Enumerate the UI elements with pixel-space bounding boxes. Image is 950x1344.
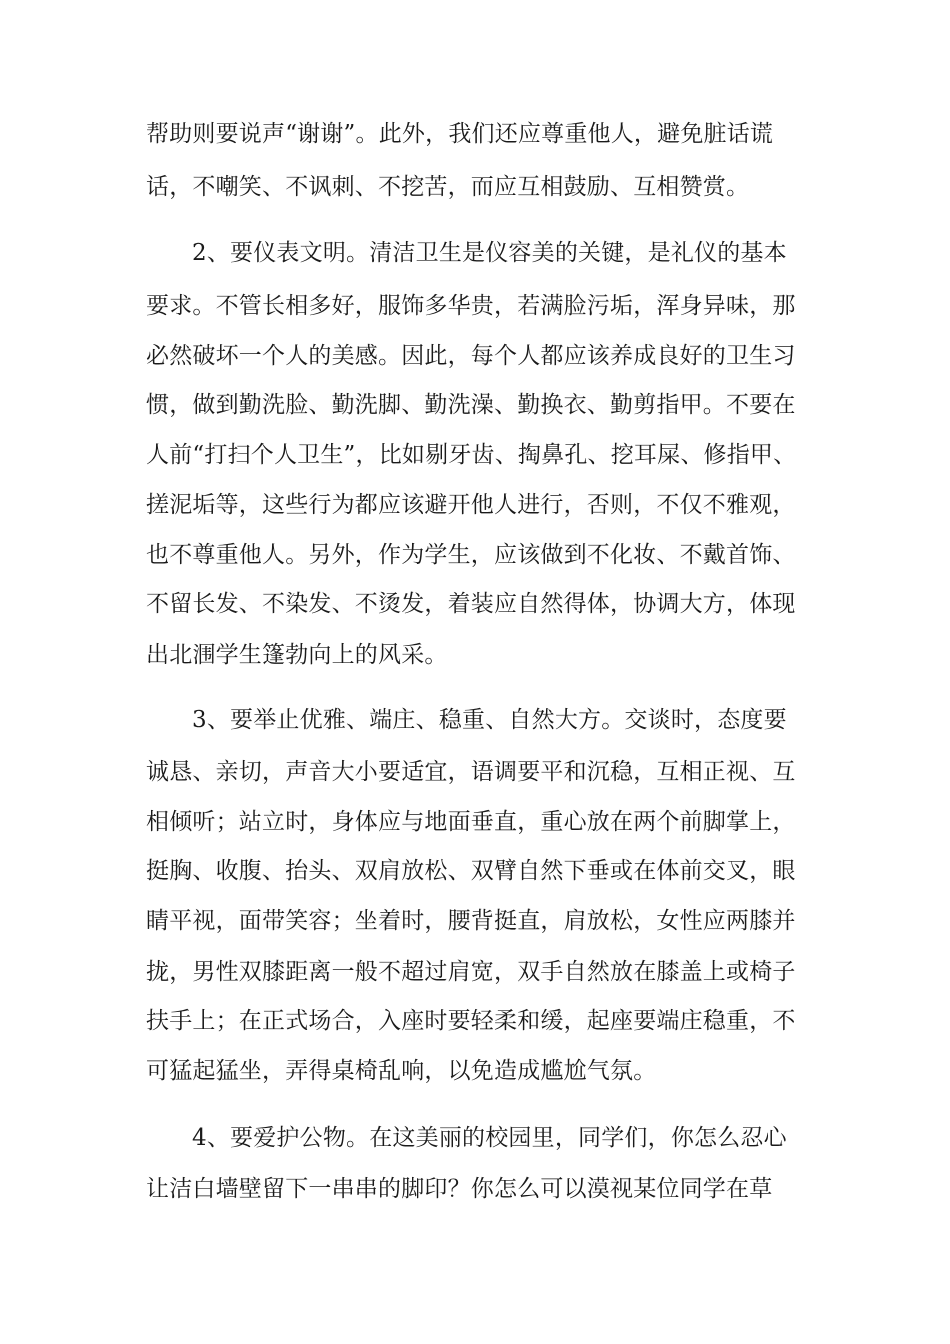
text-line: 可猛起猛坐，弄得桌椅乱响，以免造成尴尬气氛。 — [146, 1058, 657, 1084]
paragraph-first-line: 3、要举止优雅、端庄、稳重、自然大方。交谈时，态度要 — [192, 707, 787, 733]
text-line: 挺胸、收腹、抬头、双肩放松、双臂自然下垂或在体前交叉，眼 — [146, 858, 796, 884]
text-line: 拢，男性双膝距离一般不超过肩宽，双手自然放在膝盖上或椅子 — [146, 959, 796, 985]
text-line: 帮助则要说声“谢谢”。此外，我们还应尊重他人，避免脏话谎 — [146, 121, 774, 147]
text-line: 扶手上；在正式场合，入座时要轻柔和缓，起座要端庄稳重，不 — [146, 1008, 796, 1034]
text-line: 搓泥垢等，这些行为都应该避开他人进行，否则，不仅不雅观， — [146, 492, 796, 518]
text-line: 诚恳、亲切，声音大小要适宜，语调要平和沉稳，互相正视、互 — [146, 759, 796, 785]
text-line: 也不尊重他人。另外，作为学生，应该做到不化妆、不戴首饰、 — [146, 542, 796, 568]
text-line: 相倾听；站立时，身体应与地面垂直，重心放在两个前脚掌上， — [146, 809, 796, 835]
text-line: 要求。不管长相多好，服饰多华贵，若满脸污垢，浑身异味，那 — [146, 293, 796, 319]
text-line: 惯，做到勤洗脸、勤洗脚、勤洗澡、勤换衣、勤剪指甲。不要在 — [146, 392, 796, 418]
text-line: 睛平视，面带笑容；坐着时，腰背挺直，肩放松，女性应两膝并 — [146, 908, 796, 934]
text-line: 话，不嘲笑、不讽刺、不挖苦，而应互相鼓励、互相赞赏。 — [146, 174, 750, 200]
text-line: 人前“打扫个人卫生”，比如剔牙齿、掏鼻孔、挖耳屎、修指甲、 — [146, 442, 797, 468]
text-line: 必然破坏一个人的美感。因此，每个人都应该养成良好的卫生习 — [146, 343, 796, 369]
text-line: 出北涠学生篷勃向上的风采。 — [146, 642, 448, 668]
text-line: 让洁白墙壁留下一串串的脚印？你怎么可以漠视某位同学在草 — [146, 1176, 773, 1202]
paragraph-first-line: 2、要仪表文明。清洁卫生是仪容美的关键，是礼仪的基本 — [192, 240, 787, 266]
text-line: 不留长发、不染发、不烫发，着装应自然得体，协调大方，体现 — [146, 591, 796, 617]
paragraph-first-line: 4、要爱护公物。在这美丽的校园里，同学们，你怎么忍心 — [192, 1125, 787, 1151]
